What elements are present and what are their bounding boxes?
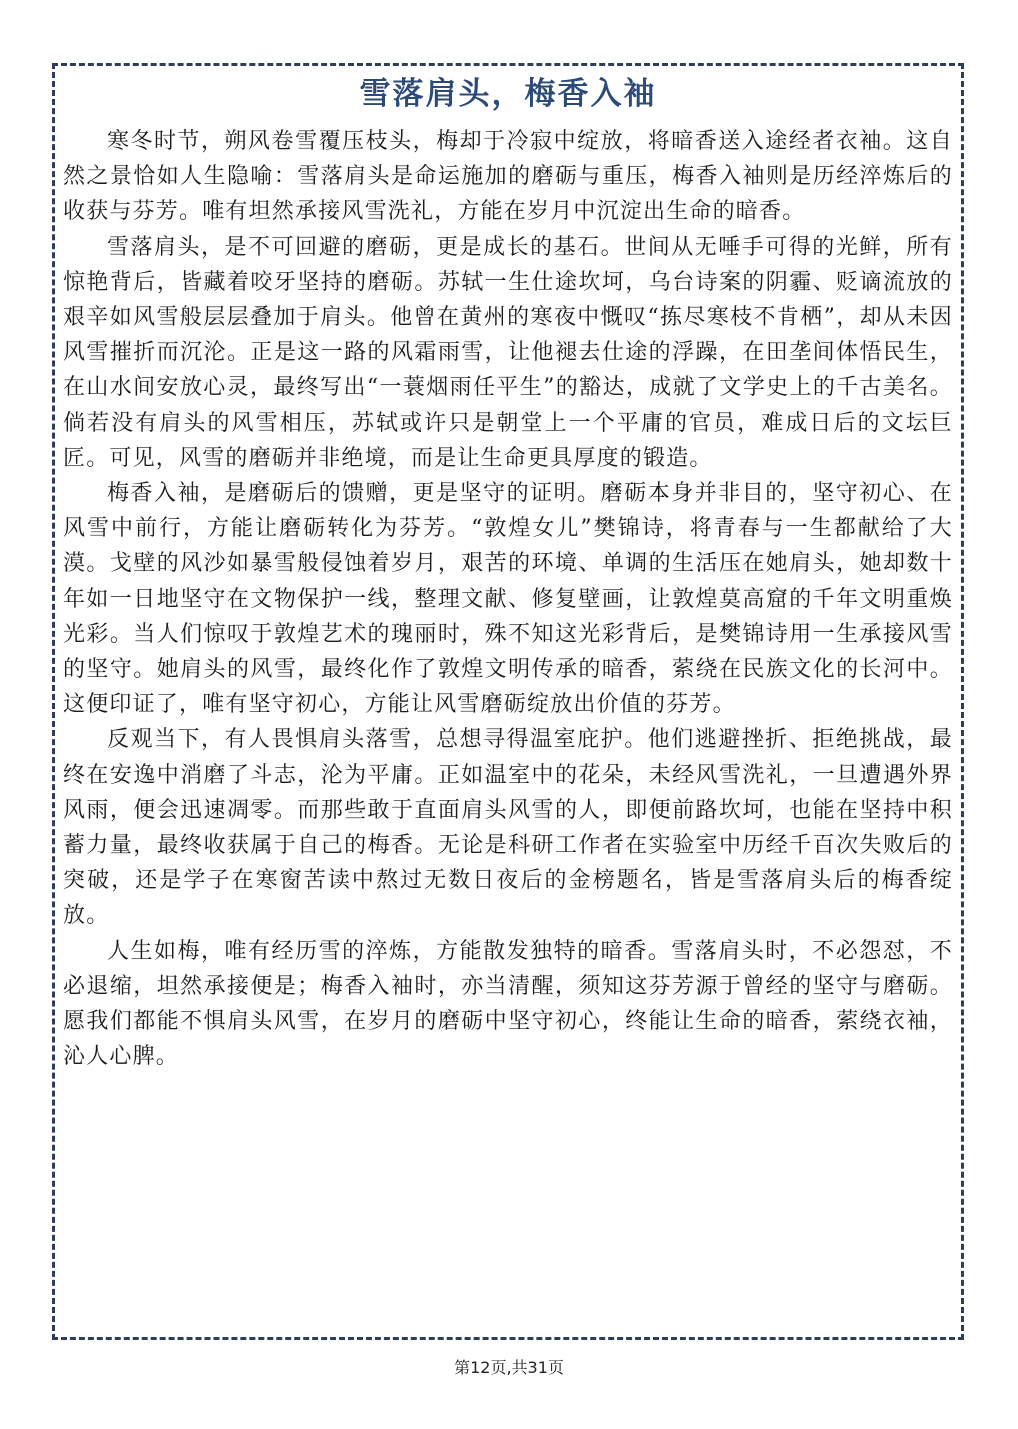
- paragraph-3: 梅香入袖，是磨砺后的馈赠，更是坚守的证明。磨砺本身并非目的，坚守初心、在风雪中前行，方能让磨砺转化为芬芳。“敦煌女儿”樊锦诗，将青春与一生都献给了大漠。戈壁的风沙如暴雪般侵蚀着岁月，艰苦的环境、单调的生活压在她肩头，她却数十年如一日地坚守在文物保护一线，整理文献、修复壁画，让敦煌莫高窟的千年文明重焕光彩。当人们惊叹于敦煌艺术的瑰丽时，殊不知这光彩背后，是樊锦诗用一生承接风雪的坚守。她肩头的风雪，最终化作了敦煌文明传承的暗香，萦绕在民族文化的长河中。这便印证了，唯有坚守初心，方能让风雪磨砺绽放出价值的芬芳。: [63, 481, 953, 718]
- dashed-border-frame: [52, 63, 964, 1340]
- paragraph-5: 人生如梅，唯有经历雪的淬炼，方能散发独特的暗香。雪落肩头时，不必怨怼，不必退缩，坦然承接便是；梅香入袖时，亦当清醒，须知这芬芳源于曾经的坚守与磨砺。愿我们都能不惧肩头风雪，在岁月的磨砺中坚守初心，终能让生命的暗香，萦绕衣袖，沁人心脾。: [63, 938, 953, 1070]
- essay-title: 雪落肩头，梅香入袖: [359, 76, 657, 112]
- paragraph-2: 雪落肩头，是不可回避的磨砺，更是成长的基石。世间从无唾手可得的光鲜，所有惊艳背后，皆藏着咬牙坚持的磨砺。苏轼一生仕途坎坷，乌台诗案的阴霾、贬谪流放的艰辛如风雪般层层叠加于肩头。他曾在黄州的寒夜中慨叹“拣尽寒枝不肯栖”，却从未因风雪摧折而沉沦。正是这一路的风霜雨雪，让他褪去仕途的浮躁，在田垄间体悟民生，在山水间安放心灵，最终写出“一蓑烟雨任平生”的豁达，成就了文学史上的千古美名。倘若没有肩头的风雪相压，苏轼或许只是朝堂上一个平庸的官员，难成日后的文坛巨匠。可见，风雪的磨砺并非绝境，而是让生命更具厚度的锻造。: [63, 234, 953, 471]
- paragraph-4: 反观当下，有人畏惧肩头落雪，总想寻得温室庇护。他们逃避挫折、拒绝挑战，最终在安逸中消磨了斗志，沦为平庸。正如温室中的花朵，未经风雪洗礼，一旦遭遇外界风雨，便会迅速凋零。而那些敢于直面肩头风雪的人，即便前路坎坷，也能在坚持中积蓄力量，最终收获属于自己的梅香。无论是科研工作者在实验室中历经千百次失败后的突破，还是学子在寒窗苦读中熬过无数日夜后的金榜题名，皆是雪落肩头后的梅香绽放。: [63, 727, 953, 929]
- page-number: 第12页,共31页: [454, 1358, 564, 1377]
- paragraph-1: 寒冬时节，朔风卷雪覆压枝头，梅却于冷寂中绽放，将暗香送入途经者衣袖。这自然之景恰如人生隐喻：雪落肩头是命运施加的磨砺与重压，梅香入袖则是历经淬炼后的收获与芬芳。唯有坦然承接风雪洗礼，方能在岁月中沉淀出生命的暗香。: [63, 129, 953, 225]
- essay-body: [63, 124, 953, 1074]
